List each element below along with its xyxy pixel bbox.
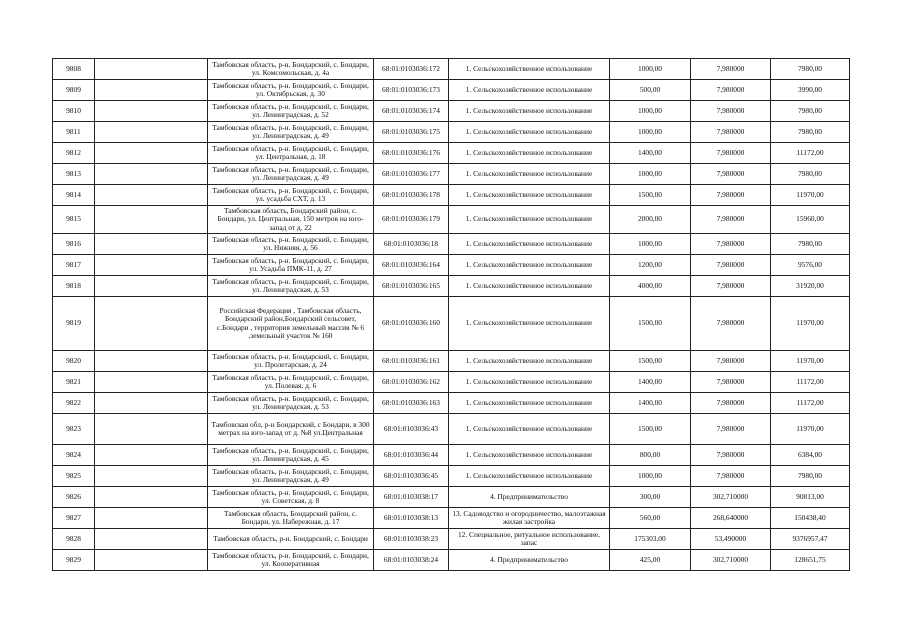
cadastral-value-cell: 128651,75 (771, 550, 850, 571)
specific-value-cell: 7,980000 (691, 234, 771, 255)
area-cell: 4000,00 (610, 276, 691, 297)
table-row (53, 234, 850, 255)
area-cell: 1500,00 (610, 414, 691, 445)
cadastral-number-cell: 68:01:0103038:13 (374, 508, 449, 529)
cadastral-number-cell: 68:01:0103036:160 (374, 297, 449, 351)
land-use-cell: 4. Предпринимательство (449, 487, 610, 508)
land-use-cell: 1. Сельскохозяйственное использование (449, 351, 610, 372)
cadastral-number-cell: 68:01:0103036:164 (374, 255, 449, 276)
table-body (53, 59, 850, 571)
address-cell: Тамбовская область, р-н. Бондарский, с. Бондари, ул. Ленинградская, д. 53 (208, 393, 374, 414)
cadastral-number-cell: 68:01:0103036:161 (374, 351, 449, 372)
table-row (53, 101, 850, 122)
address-cell: Тамбовская область, р-н. Бондарский, с. Бондари, ул. Ленинградская, д. 49 (208, 164, 374, 185)
cadastral-value-cell: 9576,00 (771, 255, 850, 276)
cadastral-value-cell: 9376957,47 (771, 529, 850, 550)
row-number: 9822 (53, 393, 95, 414)
cadastral-value-cell: 7980,00 (771, 234, 850, 255)
cadastral-number-cell: 68:01:0103036:174 (374, 101, 449, 122)
spacer-cell (95, 59, 208, 80)
row-number: 9813 (53, 164, 95, 185)
cadastral-number-cell: 68:01:0103036:162 (374, 372, 449, 393)
cadastral-number-cell: 68:01:0103038:17 (374, 487, 449, 508)
specific-value-cell: 7,980000 (691, 164, 771, 185)
row-number: 9825 (53, 466, 95, 487)
spacer-cell (95, 508, 208, 529)
spacer-cell (95, 466, 208, 487)
cadastral-value-cell: 7980,00 (771, 101, 850, 122)
specific-value-cell: 7,980000 (691, 297, 771, 351)
table-row (53, 550, 850, 571)
cadastral-value-cell: 90813,00 (771, 487, 850, 508)
spacer-cell (95, 372, 208, 393)
specific-value-cell: 7,980000 (691, 185, 771, 206)
row-number: 9828 (53, 529, 95, 550)
area-cell: 1400,00 (610, 393, 691, 414)
specific-value-cell: 268,640000 (691, 508, 771, 529)
specific-value-cell: 7,980000 (691, 276, 771, 297)
spacer-cell (95, 185, 208, 206)
address-cell: Тамбовская область, р-н. Бондарский, с. Бондари, ул. усадьба СХТ, д. 13 (208, 185, 374, 206)
address-cell: Тамбовская область, р-н. Бондарский, с. Бондари (208, 529, 374, 550)
specific-value-cell: 7,980000 (691, 59, 771, 80)
table-row (53, 80, 850, 101)
spacer-cell (95, 101, 208, 122)
address-cell: Тамбовская область, р-н. Бондарский, с. Бондари, ул. Ленинградская, д. 49 (208, 466, 374, 487)
cadastral-number-cell: 68:01:0103036:173 (374, 80, 449, 101)
specific-value-cell: 302,710000 (691, 487, 771, 508)
row-number: 9816 (53, 234, 95, 255)
area-cell: 175303,00 (610, 529, 691, 550)
cadastral-value-cell: 11172,00 (771, 393, 850, 414)
spacer-cell (95, 143, 208, 164)
land-use-cell: 1. Сельскохозяйственное использование (449, 466, 610, 487)
land-use-cell: 1. Сельскохозяйственное использование (449, 276, 610, 297)
cadastral-number-cell: 68:01:0103036:165 (374, 276, 449, 297)
area-cell: 560,00 (610, 508, 691, 529)
address-cell: Тамбовская область, р-н. Бондарский, с. Бондари, ул. Ленинградская, д. 53 (208, 276, 374, 297)
row-number: 9829 (53, 550, 95, 571)
cadastral-number-cell: 68:01:0103036:178 (374, 185, 449, 206)
spacer-cell (95, 80, 208, 101)
table-row (53, 414, 850, 445)
area-cell: 1400,00 (610, 372, 691, 393)
cadastral-value-cell: 3990,00 (771, 80, 850, 101)
table-row (53, 59, 850, 80)
area-cell: 300,00 (610, 487, 691, 508)
area-cell: 425,00 (610, 550, 691, 571)
land-use-cell: 1. Сельскохозяйственное использование (449, 372, 610, 393)
row-number: 9823 (53, 414, 95, 445)
address-cell: Тамбовская область, р-н. Бондарский, с. Бондари, ул. Октябрьская, д. 30 (208, 80, 374, 101)
table-row (53, 185, 850, 206)
address-cell: Тамбовская область, р-н. Бондарский, с. Бондари, ул. Полевая, д. 6 (208, 372, 374, 393)
cadastral-value-cell: 7980,00 (771, 59, 850, 80)
cadastral-number-cell: 68:01:0103036:179 (374, 206, 449, 234)
table-row (53, 466, 850, 487)
area-cell: 1000,00 (610, 164, 691, 185)
cadastral-number-cell: 68:01:0103036:172 (374, 59, 449, 80)
specific-value-cell: 7,980000 (691, 414, 771, 445)
cadastral-value-cell: 7980,00 (771, 164, 850, 185)
specific-value-cell: 7,980000 (691, 143, 771, 164)
address-cell: Тамбовская область, р-н. Бондарский, с. Бондари, ул. Нижняя, д. 56 (208, 234, 374, 255)
address-cell: Тамбовская область, р-н. Бондарский, с. Бондари, ул. Ленинградская, д. 52 (208, 101, 374, 122)
address-cell: Тамбовская область, р-н. Бондарский, с. Бондари, ул. Ленинградская, д. 49 (208, 122, 374, 143)
land-use-cell: 1. Сельскохозяйственное использование (449, 297, 610, 351)
area-cell: 1400,00 (610, 143, 691, 164)
area-cell: 1000,00 (610, 466, 691, 487)
specific-value-cell: 7,980000 (691, 445, 771, 466)
area-cell: 1500,00 (610, 351, 691, 372)
row-number: 9820 (53, 351, 95, 372)
specific-value-cell: 7,980000 (691, 101, 771, 122)
specific-value-cell: 53,490000 (691, 529, 771, 550)
row-number: 9815 (53, 206, 95, 234)
cadastral-value-cell: 31920,00 (771, 276, 850, 297)
cadastral-value-cell: 11970,00 (771, 185, 850, 206)
address-cell: Тамбовская область, р-н. Бондарский, с. Бондари, ул. Центральная, д. 18 (208, 143, 374, 164)
spacer-cell (95, 445, 208, 466)
row-number: 9826 (53, 487, 95, 508)
spacer-cell (95, 122, 208, 143)
cadastral-value-table (52, 58, 850, 571)
table-row (53, 372, 850, 393)
land-use-cell: 13. Садоводство и огородничество, малоэтажная жилая застройка (449, 508, 610, 529)
area-cell: 1000,00 (610, 59, 691, 80)
spacer-cell (95, 414, 208, 445)
specific-value-cell: 7,980000 (691, 372, 771, 393)
address-cell: Российская Федерация , Тамбовская область, Бондарский район,Бондарский сельсовет, с.Бондари , территория земельный массив № 6 ,земельный участок № 160 (208, 297, 374, 351)
address-cell: Тамбовская область, Бондарский район, с. Бондари, ул. Набережная, д. 17 (208, 508, 374, 529)
cadastral-number-cell: 68:01:0103036:175 (374, 122, 449, 143)
table-row (53, 164, 850, 185)
cadastral-number-cell: 68:01:0103036:163 (374, 393, 449, 414)
specific-value-cell: 7,980000 (691, 206, 771, 234)
row-number: 9817 (53, 255, 95, 276)
row-number: 9814 (53, 185, 95, 206)
cadastral-value-cell: 150438,40 (771, 508, 850, 529)
cadastral-value-cell: 11172,00 (771, 372, 850, 393)
land-use-cell: 1. Сельскохозяйственное использование (449, 414, 610, 445)
area-cell: 1000,00 (610, 101, 691, 122)
table-row (53, 255, 850, 276)
table-row (53, 445, 850, 466)
address-cell: Тамбовская область, р-н. Бондарский, с. Бондари, ул. Усадьба ПМК-11, д. 27 (208, 255, 374, 276)
address-cell: Тамбовская обл, р-н Бондарский, с Бондари, в 300 метрах на юго-запад от д. №8 ул.Центральная (208, 414, 374, 445)
spacer-cell (95, 206, 208, 234)
address-cell: Тамбовская область, р-н. Бондарский, с. Бондари, ул. Комсомольская, д. 4а (208, 59, 374, 80)
specific-value-cell: 302,710000 (691, 550, 771, 571)
specific-value-cell: 7,980000 (691, 466, 771, 487)
spacer-cell (95, 276, 208, 297)
spacer-cell (95, 164, 208, 185)
land-use-cell: 1. Сельскохозяйственное использование (449, 206, 610, 234)
spacer-cell (95, 529, 208, 550)
spacer-cell (95, 393, 208, 414)
cadastral-number-cell: 68:01:0103036:43 (374, 414, 449, 445)
land-use-cell: 1. Сельскохозяйственное использование (449, 234, 610, 255)
spacer-cell (95, 255, 208, 276)
table-row (53, 143, 850, 164)
cadastral-value-cell: 11970,00 (771, 414, 850, 445)
spacer-cell (95, 487, 208, 508)
table-row (53, 351, 850, 372)
table-row (53, 487, 850, 508)
row-number: 9812 (53, 143, 95, 164)
table-row (53, 122, 850, 143)
land-use-cell: 1. Сельскохозяйственное использование (449, 445, 610, 466)
area-cell: 1000,00 (610, 234, 691, 255)
area-cell: 500,00 (610, 80, 691, 101)
table-row (53, 206, 850, 234)
cadastral-value-cell: 6384,00 (771, 445, 850, 466)
area-cell: 2000,00 (610, 206, 691, 234)
land-use-cell: 1. Сельскохозяйственное использование (449, 122, 610, 143)
row-number: 9810 (53, 101, 95, 122)
land-use-cell: 1. Сельскохозяйственное использование (449, 255, 610, 276)
cadastral-value-cell: 11970,00 (771, 351, 850, 372)
spacer-cell (95, 550, 208, 571)
spacer-cell (95, 297, 208, 351)
land-use-cell: 1. Сельскохозяйственное использование (449, 164, 610, 185)
land-use-cell: 1. Сельскохозяйственное использование (449, 393, 610, 414)
cadastral-value-cell: 15960,00 (771, 206, 850, 234)
cadastral-number-cell: 68:01:0103036:45 (374, 466, 449, 487)
row-number: 9808 (53, 59, 95, 80)
table-row (53, 508, 850, 529)
cadastral-number-cell: 68:01:0103036:177 (374, 164, 449, 185)
land-use-cell: 1. Сельскохозяйственное использование (449, 59, 610, 80)
cadastral-number-cell: 68:01:0103038:23 (374, 529, 449, 550)
cadastral-value-cell: 11172,00 (771, 143, 850, 164)
row-number: 9824 (53, 445, 95, 466)
area-cell: 800,00 (610, 445, 691, 466)
cadastral-value-cell: 11970,00 (771, 297, 850, 351)
table-row (53, 529, 850, 550)
address-cell: Тамбовская область, р-н. Бондарский, с. Бондари, ул. Ленинградская, д. 45 (208, 445, 374, 466)
row-number: 9818 (53, 276, 95, 297)
row-number: 9827 (53, 508, 95, 529)
cadastral-number-cell: 68:01:0103036:44 (374, 445, 449, 466)
table-row (53, 393, 850, 414)
cadastral-number-cell: 68:01:0103036:18 (374, 234, 449, 255)
land-use-cell: 1. Сельскохозяйственное использование (449, 80, 610, 101)
specific-value-cell: 7,980000 (691, 122, 771, 143)
spacer-cell (95, 234, 208, 255)
address-cell: Тамбовская область, р-н. Бондарский, с. Бондари, ул. Пролетарская, д. 24 (208, 351, 374, 372)
row-number: 9809 (53, 80, 95, 101)
cadastral-value-cell: 7980,00 (771, 466, 850, 487)
area-cell: 1500,00 (610, 297, 691, 351)
address-cell: Тамбовская область, р-н. Бондарский, с. Бондари, ул. Кооперативная (208, 550, 374, 571)
specific-value-cell: 7,980000 (691, 351, 771, 372)
land-use-cell: 1. Сельскохозяйственное использование (449, 101, 610, 122)
address-cell: Тамбовская область, Бондарский район, с. Бондари, ул. Центральная, 150 метров на юго-запад от д. 22 (208, 206, 374, 234)
spacer-cell (95, 351, 208, 372)
cadastral-value-cell: 7980,00 (771, 122, 850, 143)
specific-value-cell: 7,980000 (691, 255, 771, 276)
table-row (53, 276, 850, 297)
cadastral-number-cell: 68:01:0103038:24 (374, 550, 449, 571)
row-number: 9819 (53, 297, 95, 351)
land-use-cell: 4. Предпринимательство (449, 550, 610, 571)
land-use-cell: 1. Сельскохозяйственное использование (449, 143, 610, 164)
land-use-cell: 12. Специальное, ритуальное использование, запас (449, 529, 610, 550)
address-cell: Тамбовская область, р-н. Бондарский, с. Бондари, ул. Советская, д. 8 (208, 487, 374, 508)
area-cell: 1000,00 (610, 122, 691, 143)
specific-value-cell: 7,980000 (691, 393, 771, 414)
land-use-cell: 1. Сельскохозяйственное использование (449, 185, 610, 206)
row-number: 9821 (53, 372, 95, 393)
area-cell: 1200,00 (610, 255, 691, 276)
area-cell: 1500,00 (610, 185, 691, 206)
table-row (53, 297, 850, 351)
specific-value-cell: 7,980000 (691, 80, 771, 101)
cadastral-number-cell: 68:01:0103036:176 (374, 143, 449, 164)
row-number: 9811 (53, 122, 95, 143)
